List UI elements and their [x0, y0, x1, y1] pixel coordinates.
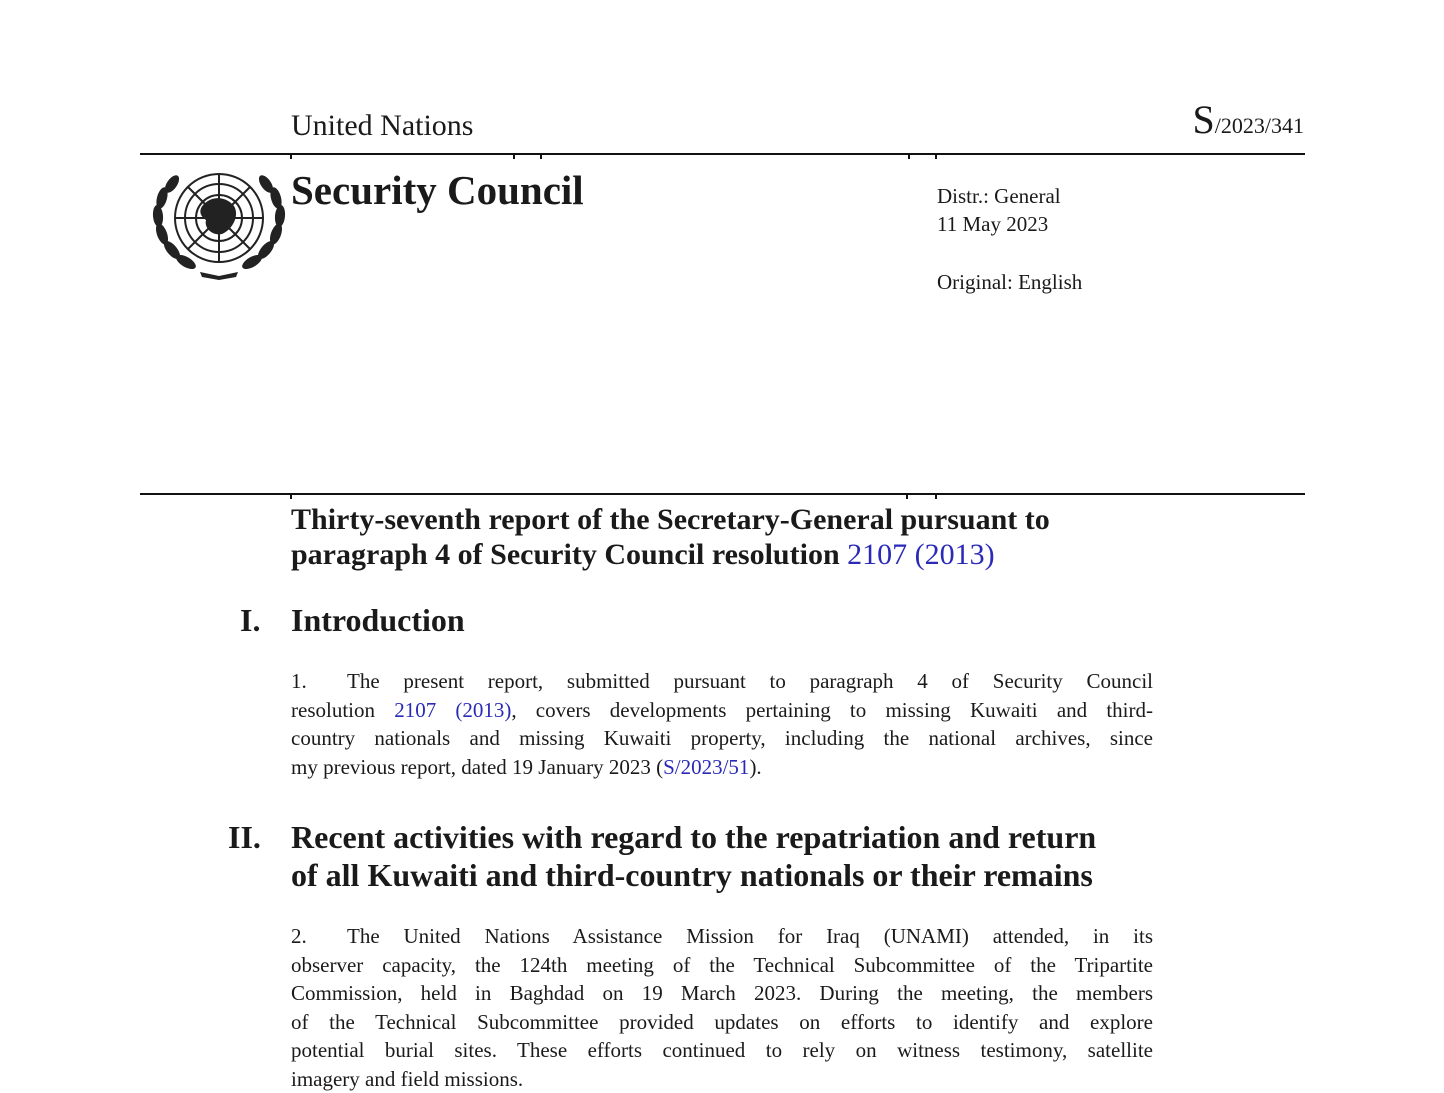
paragraph-line: my previous report, dated 19 January 2023 (S/2023/51). [291, 753, 1153, 782]
rule-tick [935, 493, 937, 499]
paragraph-1 [291, 667, 1153, 781]
rule-tick [290, 493, 292, 499]
paragraph-line: country nationals and missing Kuwaiti property, including the national archives, since [291, 724, 1153, 753]
org-name: United Nations [291, 108, 473, 144]
paragraph-line: 1. The present report, submitted pursuant to paragraph 4 of Security Council [291, 667, 1153, 696]
section-heading [291, 818, 1096, 894]
symbol-suffix: /2023/341 [1215, 113, 1304, 138]
rule-tick [935, 153, 937, 159]
section-number: I. [240, 600, 260, 640]
report-title-line1: Thirty-seventh report of the Secretary-General pursuant to [291, 502, 1050, 537]
document-date: 11 May 2023 [937, 210, 1082, 238]
symbol-prefix: S [1193, 97, 1215, 142]
paragraph-line: imagery and field missions. [291, 1065, 1153, 1093]
distribution-label: Distr.: General [937, 182, 1082, 210]
rule-tick [513, 153, 515, 159]
section-number: II. [228, 818, 261, 856]
paragraph-line: Commission, held in Baghdad on 19 March 2023. During the meeting, the members [291, 979, 1153, 1008]
document-symbol [1193, 98, 1304, 151]
security-council-title: Security Council [291, 166, 584, 214]
report-title [291, 502, 1050, 572]
resolution-link[interactable]: 2107 (2013) [394, 698, 511, 722]
un-emblem-icon [148, 164, 290, 282]
paragraph-line: 2. The United Nations Assistance Mission for Iraq (UNAMI) attended, in its [291, 922, 1153, 951]
rule-tick [906, 493, 908, 499]
paragraph-number: 2. [291, 922, 347, 951]
rule-tick [290, 153, 292, 159]
distribution-block [937, 182, 1082, 296]
paragraph-line: resolution 2107 (2013), covers developments pertaining to missing Kuwaiti and third- [291, 696, 1153, 725]
section-heading-line2: of all Kuwaiti and third-country nationals or their remains [291, 856, 1096, 894]
rule-tick [908, 153, 910, 159]
paragraph-line: of the Technical Subcommittee provided updates on efforts to identify and explore [291, 1008, 1153, 1037]
paragraph-line: potential burial sites. These efforts continued to rely on witness testimony, satellite [291, 1036, 1153, 1065]
report-link[interactable]: S/2023/51 [663, 755, 749, 779]
resolution-link[interactable]: 2107 (2013) [847, 538, 994, 571]
header-bottom-rule [140, 493, 1305, 495]
section-heading: Introduction [291, 600, 465, 640]
paragraph-2 [291, 922, 1153, 1093]
paragraph-number: 1. [291, 667, 347, 696]
paragraph-line: observer capacity, the 124th meeting of the Technical Subcommittee of the Tripartite [291, 951, 1153, 980]
section-heading-line1: Recent activities with regard to the repatriation and return [291, 818, 1096, 856]
report-title-line2: paragraph 4 of Security Council resolution 2107 (2013) [291, 537, 1050, 572]
rule-tick [540, 153, 542, 159]
original-language: Original: English [937, 268, 1082, 296]
header-top-rule [140, 153, 1305, 155]
